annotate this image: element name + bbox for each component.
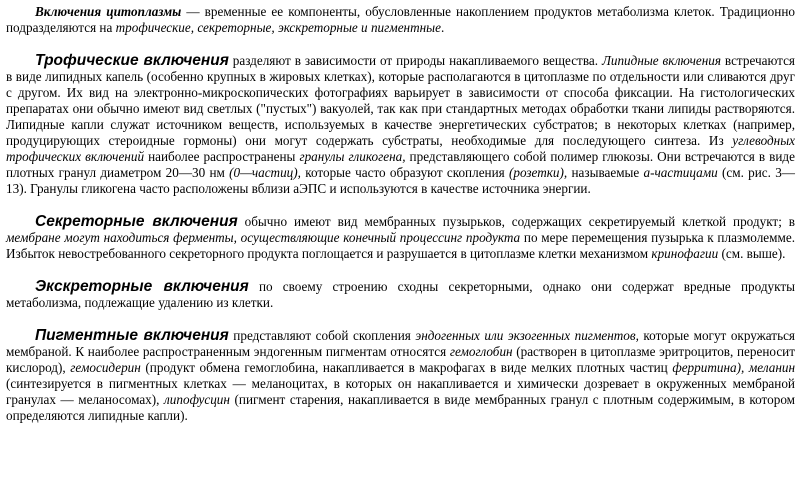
italic-text: (розетки), xyxy=(509,165,568,180)
italic-text: эндогенных или экзогенных пигментов, xyxy=(415,328,639,343)
italic-text: Липидные включения xyxy=(601,53,722,68)
text: (синтезируется в пигментных клетках — меланоцитах, в которых он накапливается и химически дозревает в окруженных мембраной гранулах — меланосомах), xyxy=(6,376,795,407)
text: разделяют в зависимости от природы накапливаемого вещества. xyxy=(228,53,602,68)
paragraph-excretory xyxy=(6,279,795,311)
text: представляющего собой полимер глюкозы. Они встречаются в виде плотных гранул диаметром 20—30 нм xyxy=(6,149,795,180)
paragraph-trophic xyxy=(6,53,795,197)
text: (растворен в цитоплазме эритроцитов, переносит кислород), xyxy=(6,344,795,375)
paragraph-pigment xyxy=(6,328,795,424)
text: (см. выше). xyxy=(718,246,786,261)
text: (продукт обмена гемоглобина, накапливается в макрофагах в виде мелких плотных частиц xyxy=(140,360,673,375)
text: по своему строению сходны секреторными, однако они содержат вредные продукты метаболизма, подлежащие удалению из клетки. xyxy=(6,279,795,310)
heading-excretory-inclusions: Экскреторные включения xyxy=(35,278,249,295)
paragraph-secretory xyxy=(6,214,795,262)
italic-text: (0—частиц), xyxy=(229,165,301,180)
text: (пигмент старения, накапливается в виде мембранных гранул с плотным содержимым, в котором определяются липидные капли). xyxy=(6,392,796,423)
text: по мере перемещения пузырька к плазмолемме. Избыток невостребованного секреторного продукта поглощается и разрушается в цитоплазме клетки механизмом xyxy=(6,230,795,261)
italic-text: а-частицами xyxy=(643,165,718,180)
text: представляют собой скопления xyxy=(228,328,416,343)
paragraph-inclusions-intro xyxy=(6,4,795,36)
text: (см. рис. 3—13). Гранулы гликогена часто расположены вблизи аЭПС и используются в качестве источника энергии. xyxy=(6,165,795,196)
italic-text: кринофагии xyxy=(651,246,719,261)
italic-text: меланин xyxy=(748,360,795,375)
text: обычно имеют вид мембранных пузырьков, содержащих секретируемый клеткой продукт; в xyxy=(237,214,795,229)
italic-text: гранулы гликогена, xyxy=(299,149,406,164)
text: которые часто образуют скопления xyxy=(300,165,509,180)
italic-text: гемосидерин xyxy=(70,360,141,375)
italic-text: мембране могут находиться ферменты, осуществляющие конечный процессинг продукта xyxy=(6,230,521,245)
italic-text: ферритина), xyxy=(672,360,745,375)
italic-text: липофусцин xyxy=(164,392,230,407)
heading-cytoplasm-inclusions: Включения цитоплазмы xyxy=(35,4,182,19)
italic-text: углеводных трофических включений xyxy=(6,133,795,164)
italic-text: трофические, секреторные, экскреторные и пигментные xyxy=(115,20,441,35)
heading-pigment-inclusions: Пигментные включения xyxy=(35,327,229,344)
text: — временные ее компоненты, обусловленные накоплением продуктов метаболизма клеток. Традиционно подразделяются на xyxy=(6,4,795,35)
text: встречаются в виде липидных капель (особенно крупных в жировых клетках), которые располагаются в цитоплазме по отдельности или сливаются друг с другом. Их вид на электронно-микроскопических фотографиях варьирует в зависимости от способа фиксации. На гистологических препаратах они обычно имеют вид светлых ("пустых") вакуолей, так как при стандартных методах обработки ткани липиды растворяются. Липидные капли служат источником веществ, используемых в качестве энергетических субстратов; в некоторых клетках (например, продуцирующих стероидные гормоны) они могут содержать субстраты, необходимые для последующего синтеза. Из xyxy=(6,53,795,148)
italic-text: гемоглобин xyxy=(449,344,513,359)
text: называемые xyxy=(567,165,644,180)
text: наиболее распространены xyxy=(144,149,300,164)
heading-trophic-inclusions: Трофические включения xyxy=(35,52,229,69)
heading-secretory-inclusions: Секреторные включения xyxy=(35,213,238,230)
text: которые могут окружаться мембраной. К наиболее распространенным эндогенным пигментам относятся xyxy=(6,328,795,359)
text: . xyxy=(440,20,445,35)
